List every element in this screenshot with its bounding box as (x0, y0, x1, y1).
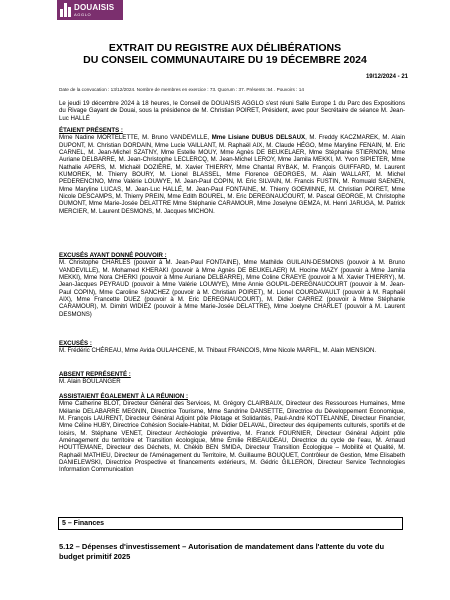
absent-heading: ABSENT REPRÉSENTÉ : (59, 371, 131, 378)
present-heading: ÉTAIENT PRÉSENTS : (59, 127, 123, 134)
douaisis-agglo-logo (57, 0, 123, 20)
assistants-list: Mme Catherine BLOT, Directeur Général des Services, M. Grégory CLAIRBAUX, Directeur des Ressources Humaines, Mme Mélanie DELABARRE MEGNIN, Directrice Tourisme, Mme Sandrine DANSETTE, Directrice du Développement Economique, M. François LAURENT, Directeur Général Adjoint pôle Pilotage et Solidarités, Paul-André KOTTELANNE, Directeur Financier, Mme Céline HUBY, Directrice Cohésion Sociale-Habitat, M. Didier DELAVAL, Directeur des équipements culturels, sportifs et de loisirs, M. Stéphane VENET, Directeur Archéologie préventive, M. Franck FOURNIER, Directeur Général Adjoint pôle Aménagement du territoire et Transition écologique, Mme Émilie RIBEAUDEAU, Directrice du cycle de l'eau, M. Arnaud HOUTTEMANE, Directeur des Déchets, M. Chékib BEN SMIDA, Directeur Transition Écologique – Mobilité et Qualité, M. Raphaël MATHIEU, Directeur de l'Aménagement du Territoire, M. Guillaume BOUQUET, Contrôleur de Gestion, Mme Elisabeth DANIELEWSKI, Directrice Prospective et financements extérieurs, M. Gédric GILLERON, Directeur Service Technologies Information Communication (59, 400, 405, 474)
excused-proxy-section (59, 252, 405, 318)
intro-text: Le jeudi 19 décembre 2024 à 18 heures, le Conseil de DOUAISIS AGGLO s'est réuni Salle Europe 1 du Parc des Expositions du Rivage Gayant de Douai, sous la présidence de M. Christian POIRET, Président, avec pour Secrétaire de séance M. Jean-Luc HALLÉ (59, 100, 405, 122)
section-heading-finances: 5 – Finances (58, 517, 403, 530)
logo-name: DOUAISIS (74, 2, 115, 12)
excused-heading: EXCUSÉS : (59, 340, 92, 347)
present-text-before: Mme Nadine MORTELETTE, M. Bruno VANDEVILLE, (59, 134, 212, 142)
logo-subtitle: AGGLO (74, 11, 92, 17)
excused-proxy-heading: EXCUSÉS AYANT DONNÉ POUVOIR : (59, 252, 167, 259)
assistants-heading: ASSISTAIENT ÉGALEMENT À LA RÉUNION : (59, 393, 188, 400)
document-title-line1: EXTRAIT DU REGISTRE AUX DÉLIBÉRATIONS (108, 42, 342, 54)
document-title-line2: DU CONSEIL COMMUNAUTAIRE DU 19 DÉCEMBRE 2024 (83, 54, 367, 66)
present-list (59, 134, 405, 215)
absent-list: M. Alain BOULANGER (59, 378, 121, 386)
deliberation-reference: 19/12/2024 - 21 (365, 74, 408, 80)
intro-paragraph (59, 100, 405, 122)
excused-list: M. Frédéric CHÉREAU, Mme Avida OULAHCENE, M. Thibaut FRANCOIS, Mme Nicole MARFIL, M. Alain MENSION. (59, 347, 377, 355)
deliberation-title: 5.12 – Dépenses d'investissement – Autorisation de mandatement dans l'attente du vote du budget primitif 2025 (59, 542, 385, 561)
logo-bars-icon (60, 3, 71, 17)
present-text-after: , M. Freddy KACZMAREK, M. Alain DUPONT, M. Christian DORDAIN, Mme Lucie VAILLANT, M. Raphaël AIX, M. Claude HÉGO, Mme Maryline FENAIN, M. Eric CARNEL, M. Jean-Michel SZATNY, Mme Estelle MOUY, Mme Agnès DE BEUKELAER, Mme Stéphanie STIERNON, Mme Auriane DELBARRE, M. Jean-Christophe LECLERCQ, M. Jean-Michel LEROY, Mme Jamila MEKKI, M. Yvon SIPIETER, Mme Nathalie APERS, M. Michaël DOZIÈRE, M. Xavier THIERRY, Mme Chantal RYBAK, M. François GUIFFARD, M. Laurent KUMOREK, M. Thierry BOURY, M. Lionel BLASSEL, Mme Florence GEORGES, M. Alain WALLART, M. Michel PEDERENCINO, Mme Valérie LOUWYE, M. Jean-Paul COPIN, M. Eric SILVAIN, M. Francis FUSTIN, M. Romuald SAENEN, Mme Maryline LUCAS, M. Jean-Luc HALLÉ, M. Jean-Paul FONTAINE, M. Thierry GOEMINNE, M. Christian POIRET, Mme Nicole DESCAMPS, M. Thierry PREIN, Mme Edith BOUREL, M. Eric DEREGNAUCOURT, M. Pascal GEORGE, M. Christophe DUMONT, Mme Marie-Josée DELATTRE Mme Stéphanie CARAMOUR, Mme Joselyne GEMZA, M. Henri JARUGA, M. Patrick MERCIER, M. Laurent DESMONS, M. Jacques MICHON. (59, 134, 405, 215)
excused-section (59, 340, 405, 355)
convocation-summary: Date de la convocation : 13/12/2024. Nombre de membres en exercice : 73. Quorum : 37. Présents :54 . Pouvoirs : 14 (59, 87, 304, 92)
excused-proxy-list: M. Christophe CHARLES (pouvoir à M. Jean-Paul FONTAINE), Mme Mathilde GUILAIN-DESMONS (pouvoir à M. Bruno VANDEVILLE), M. Mohamed KHERAKI (pouvoir à Mme Agnès DE BEUKELAER) M. Hocine MAZY (pouvoir à Mme Jamila MEKKI), Mme Nora CHERKI (pouvoir à Mme Auriane DELBARRE), Mme Coline CRAEYE (pouvoir à M. Xavier THIERRY), M. Jean-Jacques PEYRAUD (pouvoir à Mme Valérie LOUWYE), Mme Annie GOUPIL-DEREGNAUCOURT (pouvoir à M. Jean-Paul COPIN), Mme Caroline SANCHEZ (pouvoir à M. Christian POIRET), M. Lionel COURDAVAULT (pouvoir à M. Raphaël AIX), Mme Francette DUEZ (pouvoir à M. Eric DEREGNAUCOURT), M. Didier CARREZ (pouvoir à Mme Stéphanie CARAMOUR), M. Dimitri WIDIEZ (pouvoir à Mme Marie-Josée DELATTRE), Mme Joelyne CHARLET (pouvoir à M. Laurent DESMONS) (59, 259, 405, 318)
assistants-section (59, 393, 405, 474)
present-highlighted-name: Mme Lisiane DUBUS DELSAUX (211, 134, 306, 142)
absent-section (59, 371, 405, 386)
present-section (59, 127, 405, 215)
